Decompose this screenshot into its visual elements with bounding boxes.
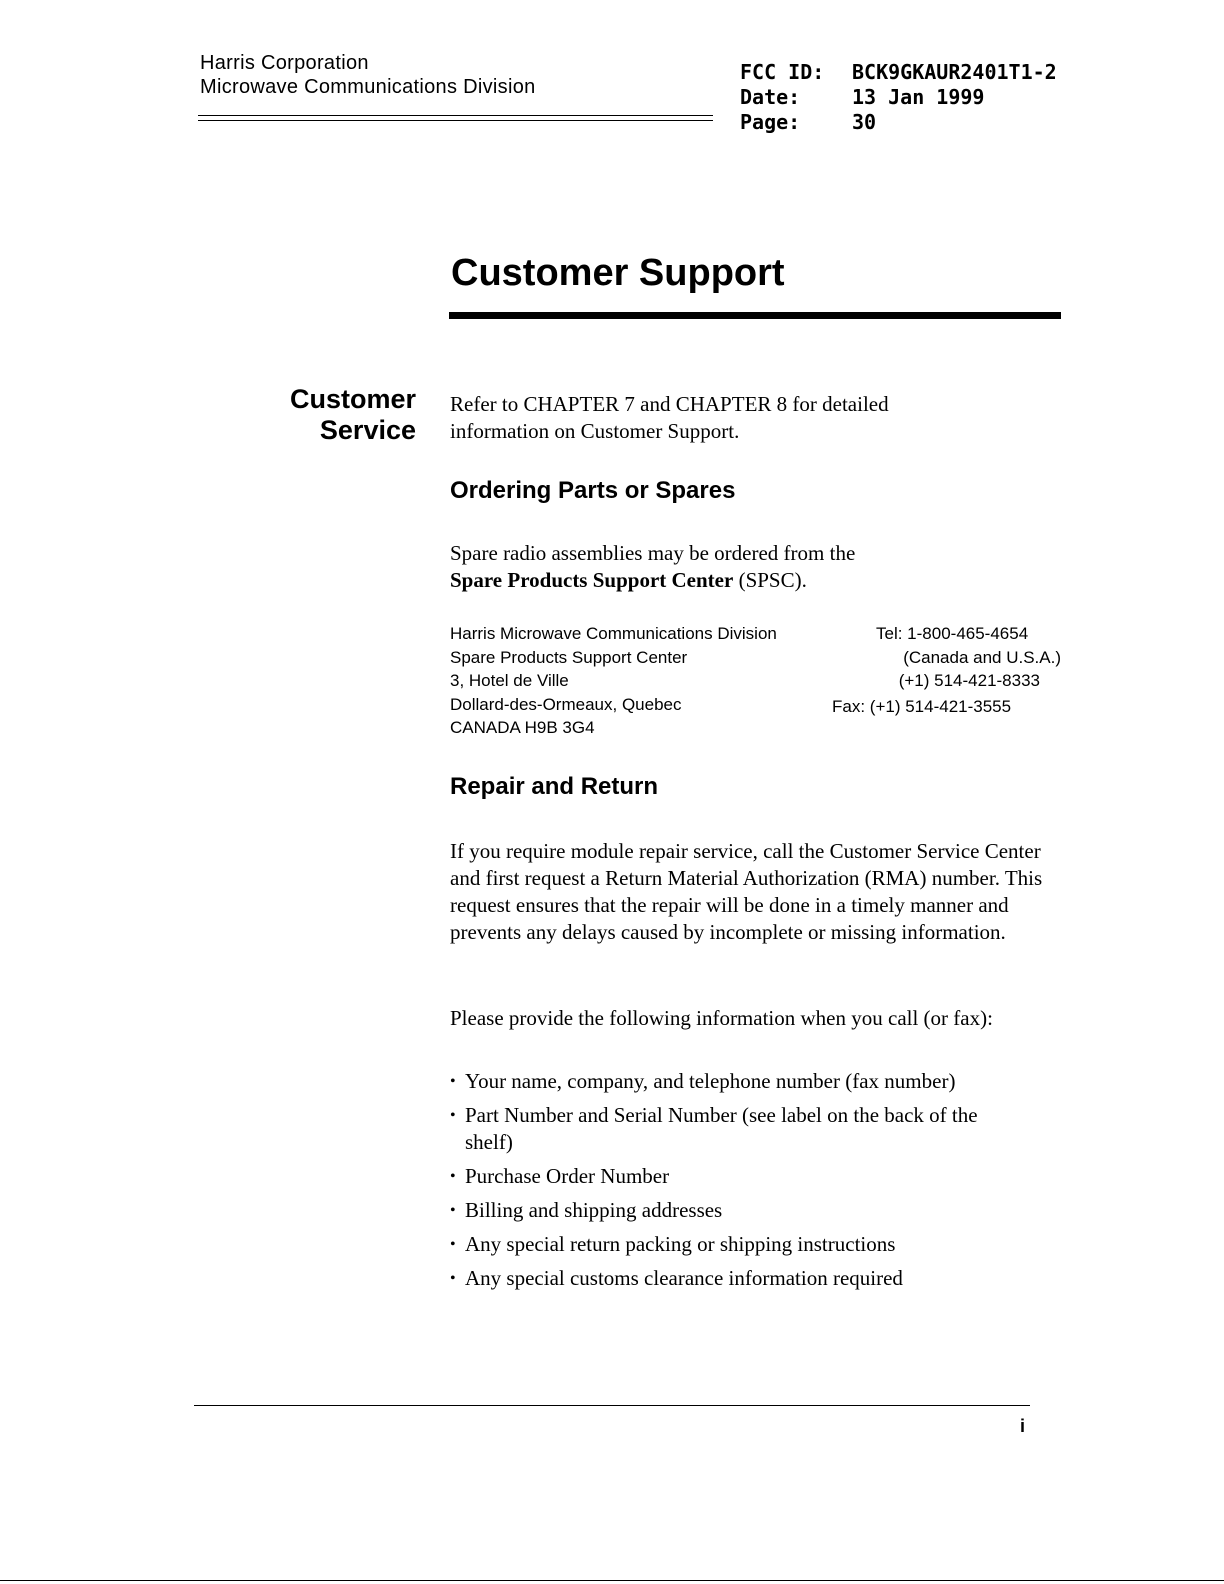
list-item: • Any special customs clearance information required (450, 1265, 1070, 1292)
info-request-paragraph: Please provide the following information when you call (or fax): (450, 1006, 993, 1030)
header-rule (198, 115, 713, 116)
page-number: i (1020, 1416, 1026, 1436)
ordering-text: Spare radio assemblies may be ordered from the (450, 541, 856, 565)
fcc-id-label: FCC ID: (740, 60, 825, 84)
footer-rule (194, 1405, 1030, 1406)
list-item: • Your name, company, and telephone number (fax number) (450, 1068, 1070, 1095)
required-info-list (450, 1068, 1070, 1299)
telephone-note: (Canada and U.S.A.) (903, 647, 1061, 667)
intro-paragraph: Refer to CHAPTER 7 and CHAPTER 8 for detailed information on Customer Support. (450, 392, 889, 443)
repair-heading: Repair and Return (450, 773, 659, 800)
company-name (200, 51, 536, 99)
list-item: • Purchase Order Number (450, 1163, 1070, 1190)
page-value: 30 (852, 110, 877, 134)
spsc-name: Spare Products Support Center (450, 568, 734, 592)
spsc-abbrev: (SPSC). (733, 568, 807, 592)
fcc-id-row (740, 60, 1057, 85)
document-meta (740, 60, 1057, 135)
address-line: 3, Hotel de Ville (450, 671, 569, 690)
address-line: Harris Microwave Communications Division (450, 624, 777, 643)
list-item: • Any special return packing or shipping instructions (450, 1231, 1070, 1258)
fcc-id-value: BCK9GKAUR2401T1-2 (852, 60, 1057, 84)
address-line: Spare Products Support Center (450, 647, 688, 667)
fax-number: Fax: (+1) 514-421-3555 (832, 697, 1012, 716)
section-heading-line-1: Customer (289, 384, 416, 414)
contact-block (450, 622, 1080, 742)
ordering-heading: Ordering Parts or Spares (450, 477, 736, 504)
title-rule (449, 312, 1061, 319)
page-row (740, 110, 1057, 135)
telephone-number: Tel: 1-800-465-4654 (876, 624, 1029, 643)
date-label: Date: (740, 85, 801, 109)
ordering-paragraph (450, 540, 1070, 594)
company-line-2: Microwave Communications Division (200, 76, 536, 98)
address-line: Dollard-des-Ormeaux, Quebec (450, 694, 682, 714)
date-row (740, 85, 1057, 110)
scan-edge-line (0, 1580, 1224, 1581)
address-line: CANADA H9B 3G4 (450, 718, 595, 737)
list-item: • Billing and shipping addresses (450, 1197, 1070, 1224)
telephone-alt: (+1) 514-421-8333 (898, 671, 1040, 690)
list-item: • Part Number and Serial Number (see label on the back of the shelf) (450, 1102, 1025, 1156)
company-line-1: Harris Corporation (200, 52, 369, 74)
section-heading-line-2: Service (319, 415, 416, 445)
page-label: Page: (740, 110, 801, 134)
section-heading (240, 384, 416, 446)
page-title: Customer Support (451, 252, 785, 294)
date-value: 13 Jan 1999 (852, 85, 985, 109)
repair-paragraph: If you require module repair service, call the Customer Service Center and first request a Return Material Authorization (RMA) number. This request ensures that the repair will be done in a timely manner and prevents any delays caused by incomplete or missing information. (450, 839, 1043, 944)
header-rule (198, 120, 713, 121)
